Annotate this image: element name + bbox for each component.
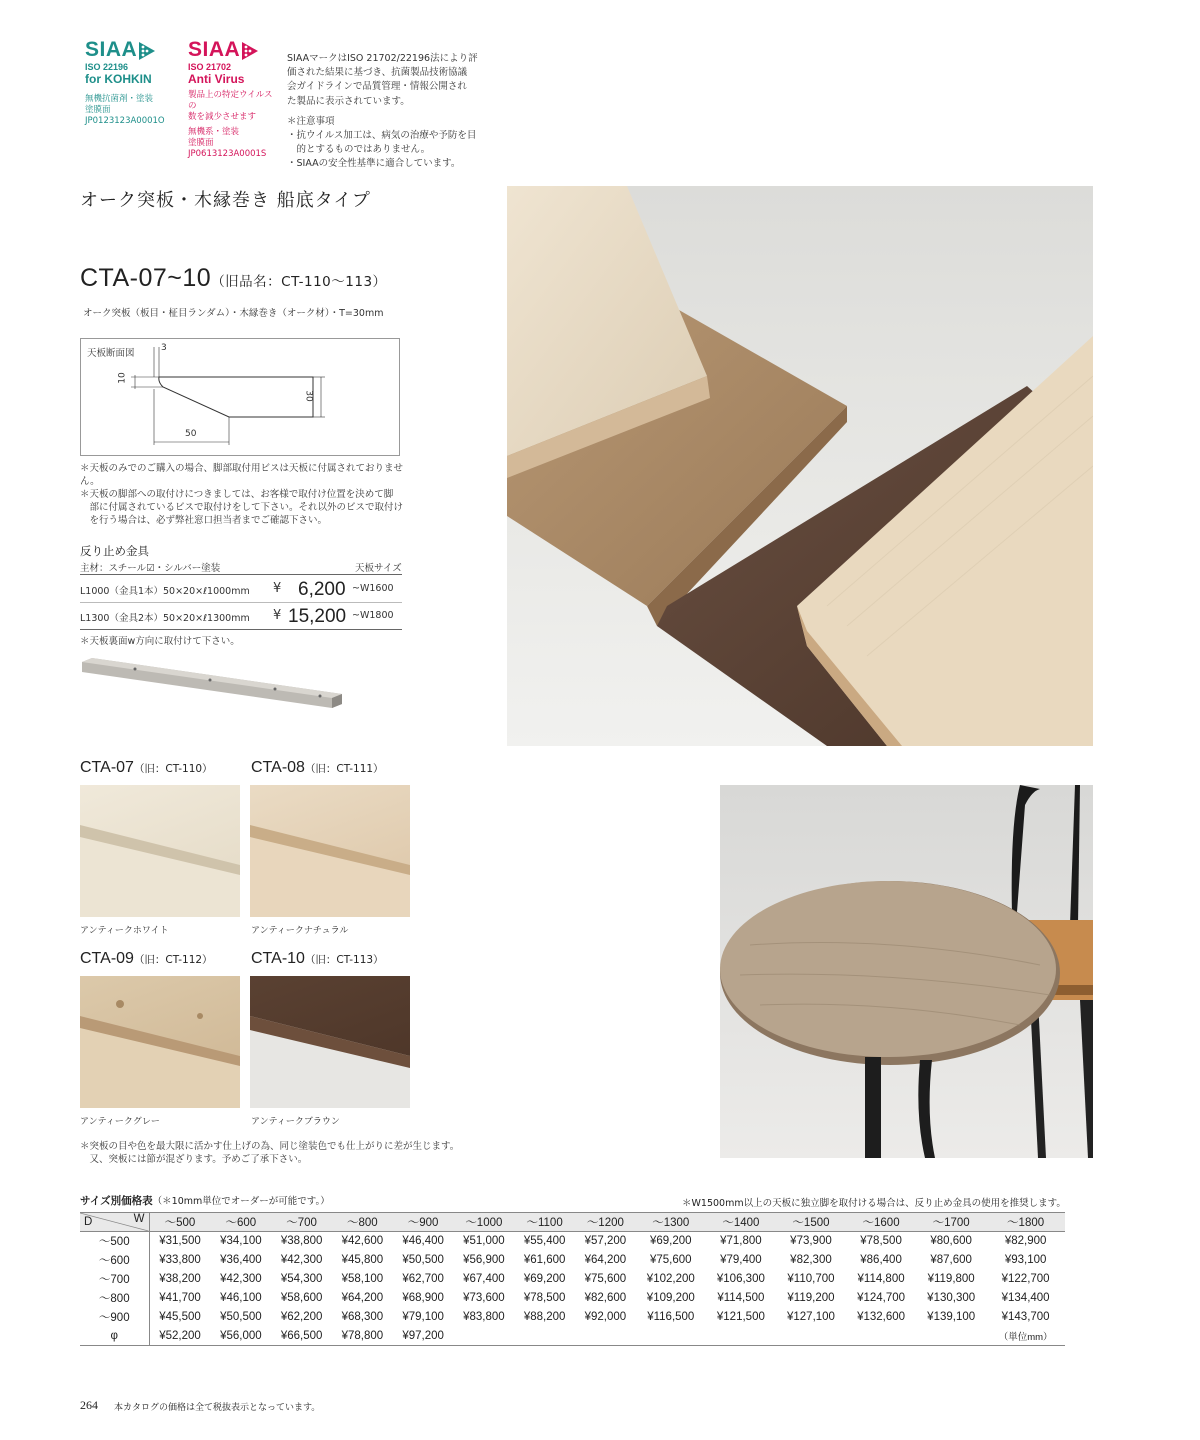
siaa-description-line: SIAAマークはISO 21702/22196法により評: [287, 53, 478, 64]
note-line: 部に付属されているビスで取付けをして下さい。それ以外のビスで取付け: [80, 502, 404, 513]
column-header: ～1800: [986, 1213, 1065, 1232]
table-row: [80, 1308, 1065, 1327]
price-cell: ¥78,800: [332, 1327, 393, 1346]
siaa-description-line: 価された結果に基づき、抗菌製品技術協議: [287, 67, 468, 79]
siaa-kohkin-logo: [85, 38, 165, 127]
price-cell: ¥62,200: [280, 1311, 323, 1323]
price-cell: ¥93,100: [1004, 1254, 1047, 1266]
model-spec: オーク突板（板目・柾目ランダム）・木縁巻き（オーク材）・T=30mm: [83, 308, 384, 319]
variant-swatch-antique-brown: [250, 976, 410, 1108]
price-cell: ¥69,200: [523, 1273, 566, 1285]
price-cell: ¥68,300: [341, 1311, 384, 1323]
price-cell: ¥38,800: [280, 1235, 323, 1248]
price-cell: ¥122,700: [1001, 1273, 1050, 1285]
model-title: [80, 264, 387, 293]
price-cell: ¥67,400: [463, 1273, 505, 1285]
price-cell: ¥102,200: [646, 1273, 695, 1285]
bracket-rule: [80, 602, 402, 603]
variant-old: （旧：CT-112）: [133, 954, 213, 966]
bracket-row-size: ~W1800: [352, 610, 394, 621]
price-cell: ¥124,700: [857, 1292, 906, 1304]
column-header: ～1400: [706, 1213, 776, 1232]
cross-section-label: 天板断面図: [87, 348, 135, 359]
price-cell: ¥42,600: [341, 1235, 384, 1248]
note-line: ＊天板のみでのご購入の場合、脚部取付用ビスは天板に付属されておりません。: [80, 463, 404, 487]
price-cell: ¥119,800: [927, 1273, 975, 1285]
column-header: ～1500: [776, 1213, 846, 1232]
variant-old: （旧：CT-111）: [304, 763, 384, 775]
table-row: [80, 1232, 1065, 1251]
siaa-description-line: た製品に表示されています。: [287, 95, 410, 107]
price-cell: ¥50,500: [402, 1254, 444, 1266]
price-cell: ¥51,000: [463, 1235, 505, 1248]
price-cell: ¥87,600: [930, 1254, 972, 1266]
price-cell: ¥92,000: [584, 1311, 627, 1323]
bracket-row-size: ~W1600: [352, 583, 394, 594]
siaa-caution-line: ・抗ウイルス加工は、病気の治療や予防を目: [287, 130, 477, 142]
variant-caption: アンティークナチュラル: [251, 926, 349, 936]
dim-top: 3: [161, 343, 167, 353]
column-header: ～1000: [453, 1213, 514, 1232]
model-old-name: （旧品名：CT-110～113）: [211, 274, 387, 290]
price-cell: [706, 1327, 776, 1346]
siaa-caution-line: ・SIAAの安全性基準に適合しています。: [287, 158, 461, 170]
price-cell: ¥46,100: [220, 1292, 262, 1304]
price-cell: ¥50,500: [220, 1311, 262, 1323]
row-header: ～600: [80, 1251, 149, 1270]
price-cell: ¥31,500: [159, 1235, 201, 1248]
dim-bottom: 50: [185, 429, 197, 439]
price-cell: ¥139,100: [927, 1311, 976, 1323]
price-cell: ¥75,600: [649, 1254, 692, 1266]
bracket-note: ＊天板裏面w方向に取付けて下さい。: [80, 636, 240, 647]
siaa-caution-line: 的とするものではありません。: [287, 144, 431, 156]
price-cell: ¥62,700: [402, 1273, 444, 1285]
price-cell: ¥64,200: [584, 1254, 627, 1266]
dim-right: 30: [303, 390, 314, 402]
variant-code: CTA-10: [251, 950, 305, 967]
siaa-virus-line: 無機系・塗装: [188, 127, 240, 137]
price-cell: ¥38,200: [159, 1273, 201, 1285]
price-cell: ¥41,700: [159, 1292, 201, 1304]
bracket-row-price: 6,200: [298, 579, 346, 600]
price-cell: ¥68,900: [402, 1292, 444, 1304]
column-header: ～500: [149, 1213, 210, 1232]
price-cell: ¥71,800: [720, 1235, 762, 1248]
siaa-kohkin-line: JP0123123A0001O: [85, 116, 165, 126]
price-cell: ¥42,300: [220, 1273, 262, 1285]
variant-old: （旧：CT-113）: [304, 954, 384, 966]
price-cell: ¥82,900: [1004, 1235, 1047, 1248]
bracket-size-header: 天板サイズ: [355, 563, 402, 574]
price-cell: ¥82,300: [790, 1254, 832, 1266]
hero-photo-tabletops: [507, 186, 1093, 746]
variant-swatch-antique-white: [80, 785, 240, 917]
cross-section-drawing: [81, 339, 401, 457]
note-line: ＊天板の脚部への取付けにつきましては、お客様で取付け位置を決めて脚: [80, 489, 394, 500]
price-cell: ¥88,200: [523, 1311, 566, 1323]
column-header: ～1100: [514, 1213, 575, 1232]
row-header: φ: [80, 1327, 149, 1346]
variant-swatch-antique-natural: [250, 785, 410, 917]
price-cell: ¥97,200: [393, 1327, 454, 1346]
price-cell: [776, 1327, 846, 1346]
round-table-photo: [720, 785, 1093, 1158]
variant-caption: アンティークブラウン: [251, 1117, 340, 1127]
column-header: ～1700: [916, 1213, 986, 1232]
siaa-caution-title: ＊注意事項: [287, 115, 335, 127]
price-cell: ¥75,600: [584, 1273, 627, 1285]
siaa-virus-mark-icon: [240, 40, 260, 67]
corner-w-label: W: [133, 1213, 145, 1225]
price-cell: ¥61,600: [523, 1254, 566, 1266]
variant-caption: アンティークグレー: [80, 1117, 160, 1127]
price-cell: [846, 1327, 916, 1346]
variant-code: CTA-07: [80, 759, 134, 776]
price-table-right-note: ＊W1500mm以上の天板に独立脚を取付ける場合は、反り止め金具の使用を推奨します。: [682, 1198, 1066, 1209]
price-cell: ¥143,700: [1001, 1311, 1050, 1323]
bracket-material: 主材：スチール☑・シルバー塗装: [80, 563, 221, 574]
bracket-rule: [80, 574, 402, 575]
price-cell: ¥121,500: [716, 1311, 765, 1323]
price-cell: ¥66,500: [271, 1327, 332, 1346]
variant-title-cta09: [80, 950, 213, 968]
price-cell: ¥86,400: [860, 1254, 902, 1266]
price-cell: ¥82,600: [584, 1292, 627, 1304]
variant-title-cta10: [251, 950, 384, 968]
price-cell: ¥58,100: [341, 1273, 384, 1285]
note-line: ＊突板の目や色を最大限に活かす仕上げの為、同じ塗装色でも仕上がりに差が生じます。: [80, 1141, 460, 1152]
price-cell: ¥45,500: [159, 1311, 201, 1323]
price-cell: ¥56,000: [210, 1327, 271, 1346]
price-cell: ¥34,100: [220, 1235, 262, 1248]
price-cell: ¥116,500: [647, 1311, 695, 1323]
bracket-row-name: L1000（金具1本）50×20×ℓ1000mm: [80, 586, 250, 597]
price-cell: ¥56,900: [463, 1254, 505, 1266]
price-cell: ¥55,400: [523, 1235, 566, 1248]
price-cell: ¥119,200: [787, 1292, 835, 1304]
price-cell: ¥42,300: [280, 1254, 323, 1266]
bracket-rule: [80, 629, 402, 630]
page-number: 264: [80, 1398, 98, 1412]
siaa-virus-logo: [188, 38, 278, 160]
siaa-virus-word: SIAA: [188, 38, 241, 61]
price-table: [80, 1212, 1065, 1346]
column-header: ～1200: [575, 1213, 636, 1232]
price-cell: [636, 1327, 706, 1346]
price-cell: ¥114,500: [717, 1292, 765, 1304]
price-cell: [916, 1327, 986, 1346]
column-header: ～600: [210, 1213, 271, 1232]
price-cell: ¥52,200: [149, 1327, 210, 1346]
price-cell: ¥127,100: [786, 1311, 835, 1323]
price-table-title-text: サイズ別価格表: [80, 1195, 153, 1207]
dim-left: 10: [117, 372, 128, 384]
siaa-virus-line: 製品上の特定ウイルスの: [188, 90, 273, 111]
note-line: を行う場合は、必ず弊社窓口担当者までご確認下さい。: [80, 515, 328, 526]
price-table-corner: [80, 1213, 149, 1232]
variant-title-cta08: [251, 759, 384, 777]
price-cell: ¥69,200: [649, 1235, 692, 1248]
bracket-row-name: L1300（金具2本）50×20×ℓ1300mm: [80, 613, 250, 624]
siaa-virus-line: 塗膜面: [188, 138, 214, 148]
bracket-row-price: 15,200: [288, 606, 347, 627]
price-cell: ¥58,600: [280, 1292, 323, 1304]
price-cell: ¥57,200: [584, 1235, 627, 1248]
price-cell: ¥54,300: [280, 1273, 323, 1285]
siaa-virus-sub: Anti Virus: [188, 72, 245, 86]
bracket-title: 反り止め金具: [80, 544, 149, 558]
price-cell: ¥33,800: [159, 1254, 201, 1266]
siaa-kohkin-word: SIAA: [85, 38, 138, 61]
model-code: CTA-07~10: [80, 264, 212, 292]
siaa-virus-line: JP0613123A0001S: [188, 149, 267, 159]
siaa-virus-line: 数を減少させます: [188, 112, 257, 122]
price-cell: ¥130,300: [927, 1292, 976, 1304]
siaa-description-line: 会ガイドラインで品質管理・情報公開され: [287, 81, 467, 93]
price-cell: ¥79,100: [402, 1311, 444, 1323]
price-cell: ¥73,900: [790, 1235, 832, 1248]
price-cell: [575, 1327, 636, 1346]
price-cell: ¥80,600: [930, 1235, 972, 1248]
row-header: ～800: [80, 1289, 149, 1308]
row-header: ～700: [80, 1270, 149, 1289]
price-cell: ¥110,700: [787, 1273, 835, 1285]
siaa-kohkin-iso: ISO 22196: [85, 62, 129, 72]
price-table-title-note: （＊10mm単位でオーダーが可能です。）: [152, 1196, 330, 1207]
price-cell: ¥36,400: [220, 1254, 262, 1266]
price-cell: ¥132,600: [857, 1311, 906, 1323]
siaa-kohkin-mark-icon: [137, 40, 157, 67]
price-cell: ¥73,600: [463, 1292, 505, 1304]
variant-title-cta07: [80, 759, 213, 777]
row-header: ～900: [80, 1308, 149, 1327]
unit-label: （単位mm）: [986, 1327, 1065, 1346]
price-cell: ¥64,200: [341, 1292, 384, 1304]
variant-swatch-antique-gray: [80, 976, 240, 1108]
siaa-virus-iso: ISO 21702: [188, 62, 232, 72]
row-header: ～500: [80, 1232, 149, 1251]
price-cell: ¥134,400: [1001, 1292, 1050, 1304]
price-cell: ¥79,400: [720, 1254, 762, 1266]
variant-old: （旧：CT-110）: [133, 763, 213, 775]
siaa-kohkin-line: 塗膜面: [85, 105, 111, 115]
price-cell: ¥83,800: [463, 1311, 505, 1323]
price-cell: [514, 1327, 575, 1346]
siaa-kohkin-sub: for KOHKIN: [85, 72, 152, 86]
table-row: [80, 1289, 1065, 1308]
bracket-row-yen: ¥: [273, 608, 282, 623]
table-row: [80, 1327, 1065, 1346]
column-header: ～900: [393, 1213, 454, 1232]
series-title: オーク突板・木縁巻き 船底タイプ: [80, 190, 371, 211]
price-cell: [453, 1327, 514, 1346]
column-header: ～700: [271, 1213, 332, 1232]
mounting-notes: [80, 462, 410, 527]
finish-notes: [80, 1140, 500, 1166]
variant-code: CTA-08: [251, 759, 305, 776]
price-cell: ¥109,200: [646, 1292, 695, 1304]
price-cell: ¥45,800: [341, 1254, 384, 1266]
price-cell: ¥46,400: [402, 1235, 444, 1248]
cross-section-box: [80, 338, 400, 456]
table-row: [80, 1270, 1065, 1289]
note-line: 又、突板には節が混ざります。予めご了承下さい。: [80, 1154, 308, 1165]
variant-caption: アンティークホワイト: [80, 926, 169, 936]
corner-d-label: D: [84, 1216, 93, 1228]
price-table-title: [80, 1193, 330, 1208]
column-header: ～1300: [636, 1213, 706, 1232]
table-row: [80, 1251, 1065, 1270]
variant-code: CTA-09: [80, 950, 134, 967]
column-header: ～1600: [846, 1213, 916, 1232]
siaa-description: [287, 52, 487, 172]
bracket-row-yen: ¥: [273, 581, 282, 596]
column-header: ～800: [332, 1213, 393, 1232]
price-cell: ¥114,800: [857, 1273, 905, 1285]
price-table-header-row: [80, 1213, 1065, 1232]
price-cell: ¥78,500: [523, 1292, 566, 1304]
bracket-bar-image: [80, 652, 350, 712]
siaa-kohkin-line: 無機抗菌剤・塗装: [85, 94, 154, 104]
price-cell: ¥78,500: [860, 1235, 902, 1248]
price-cell: ¥106,300: [716, 1273, 765, 1285]
footer-note: 本カタログの価格は全て税抜表示となっています。: [114, 1403, 321, 1413]
